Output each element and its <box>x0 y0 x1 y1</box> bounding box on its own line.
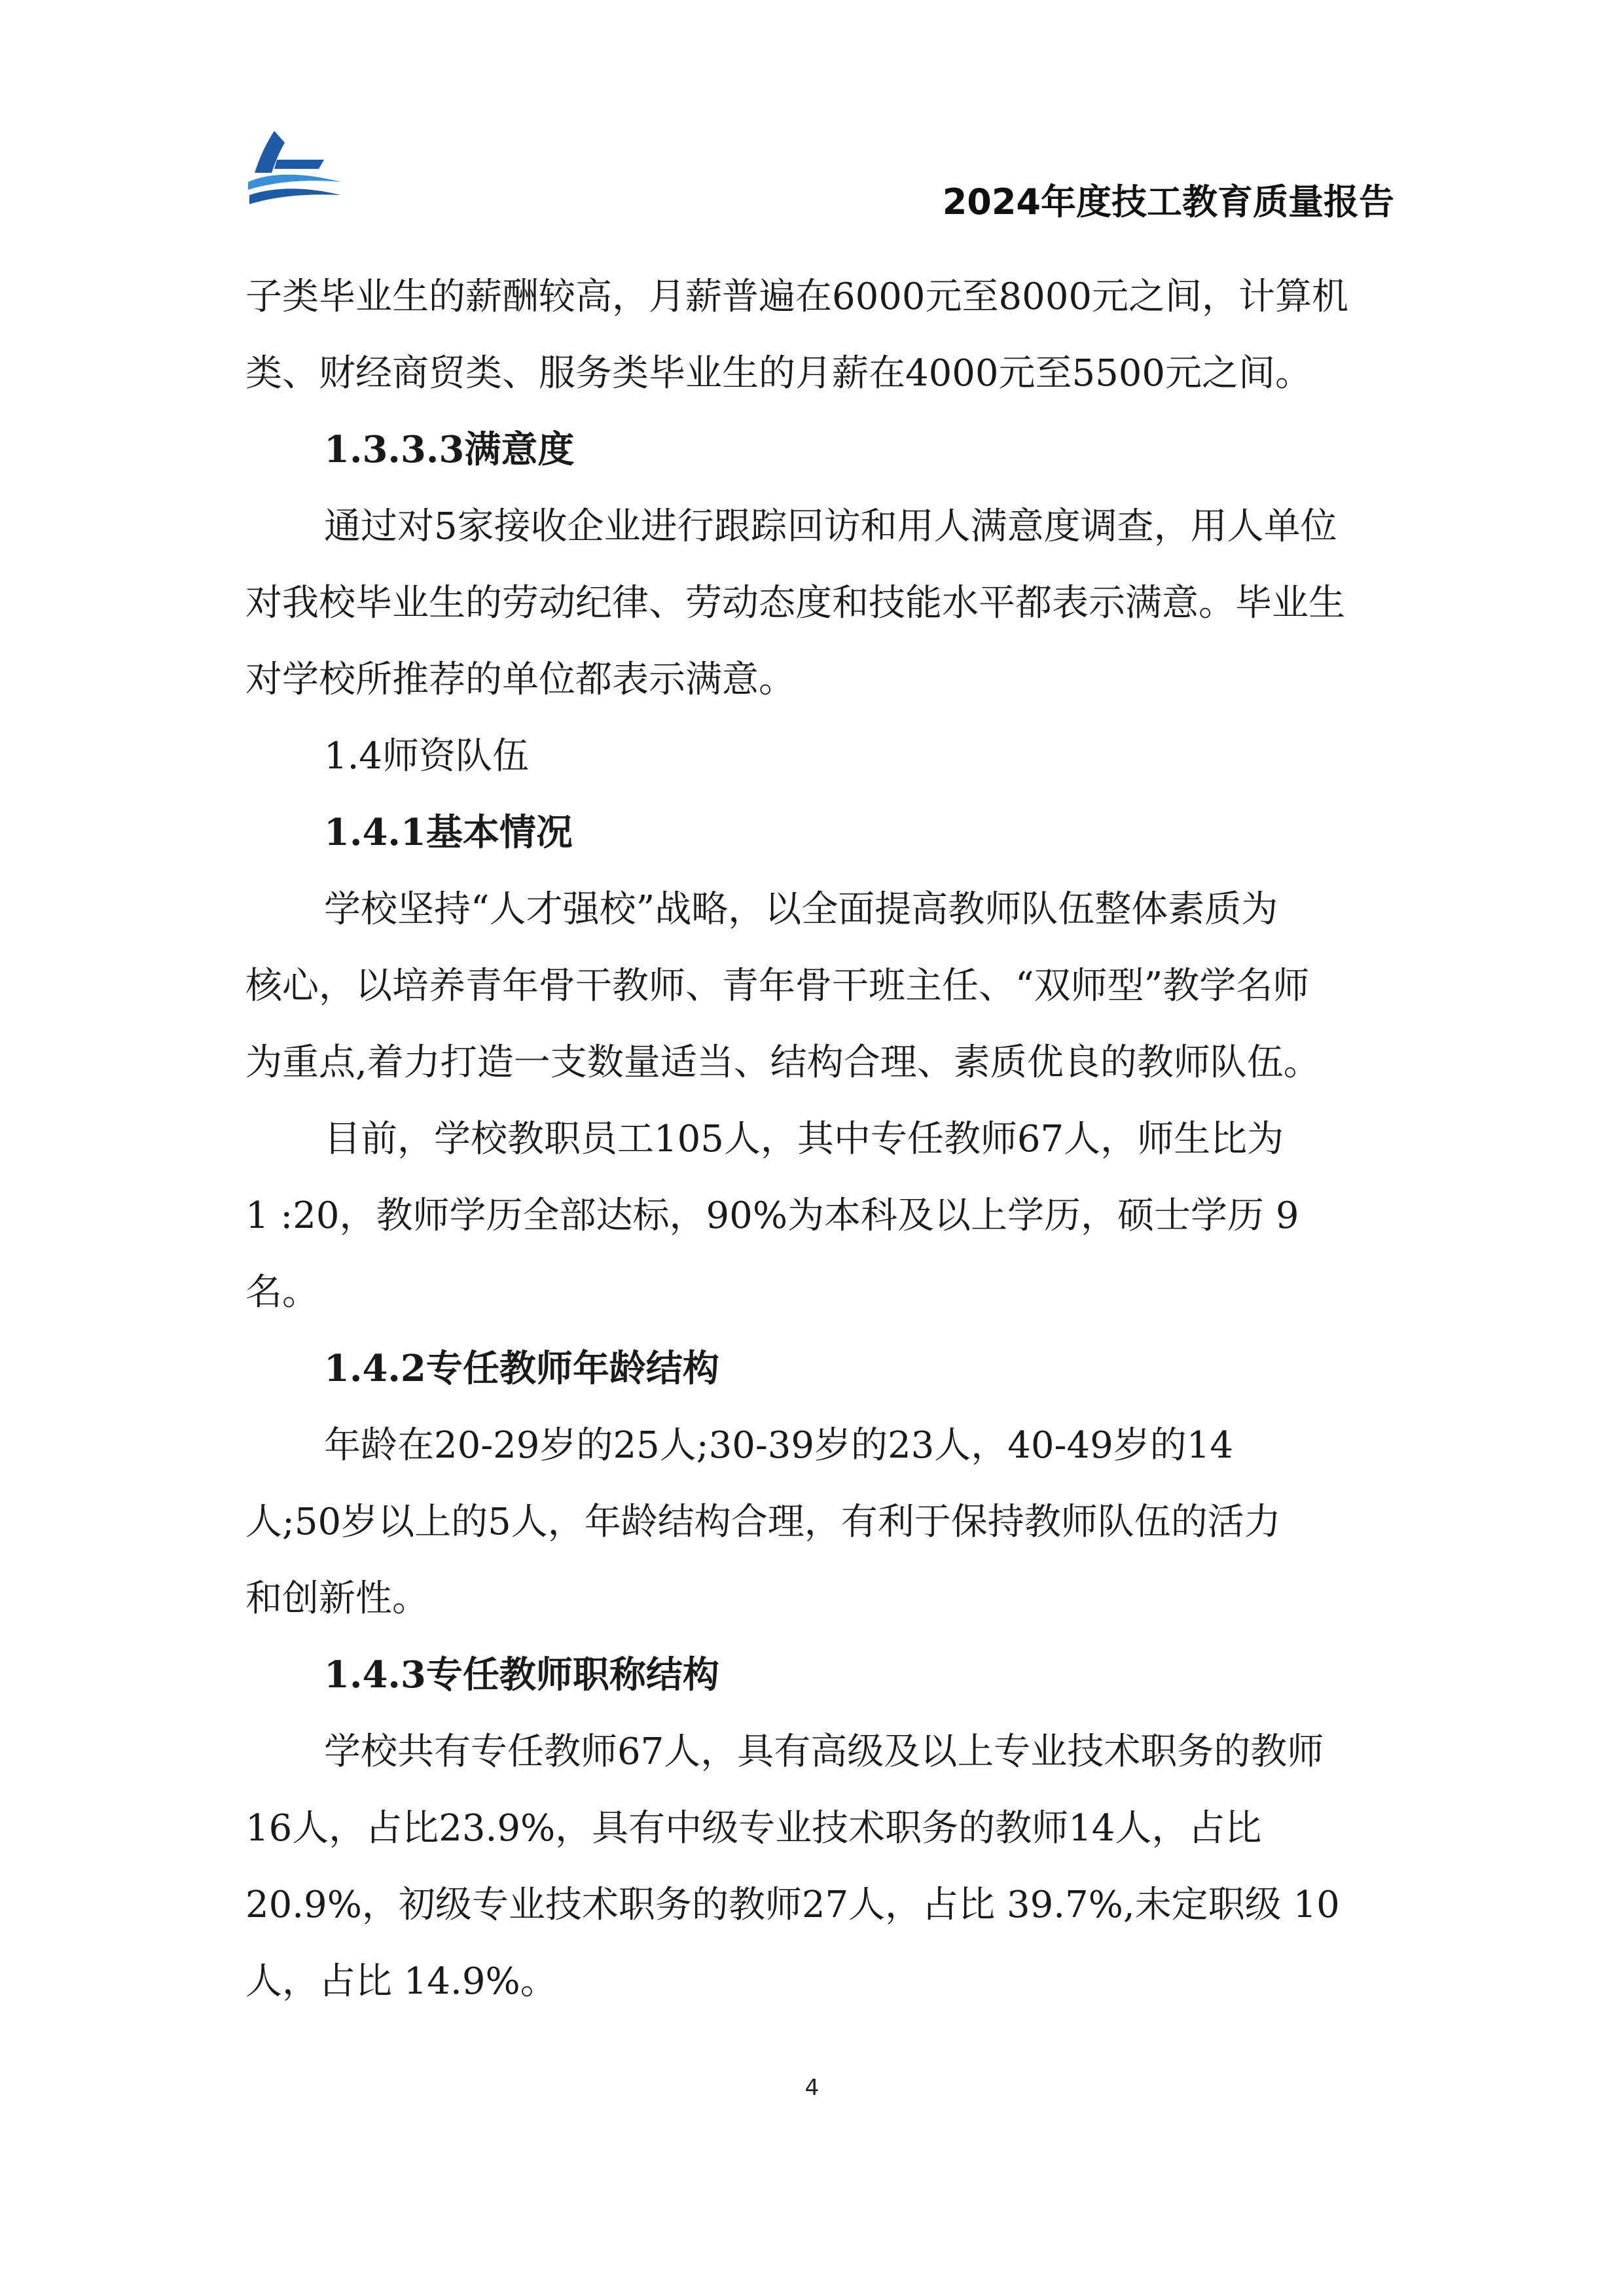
body-line: 目前，学校教职员工105人，其中专任教师67人，师生比为 <box>324 1118 1284 1160</box>
document-title: 2024年度技工教育质量报告 <box>942 181 1394 223</box>
school-logo <box>245 124 789 229</box>
section-heading: 1.3.3.3满意度 <box>324 428 575 471</box>
body-line: 学校共有专任教师67人，具有高级及以上专业技术职务的教师 <box>324 1731 1324 1773</box>
body-line: 和创新性。 <box>245 1577 429 1620</box>
body-line: 对学校所推荐的单位都表示满意。 <box>245 658 795 701</box>
body-line: 核心，以培养青年骨干教师、青年骨干班主任、“双师型”教学名师 <box>245 965 1310 1007</box>
body-line: 人，占比 14.9%。 <box>245 1960 557 2003</box>
body-line: 1 :20，教师学历全部达标，90%为本科及以上学历，硕士学历 9 <box>245 1194 1299 1237</box>
body-line: 对我校毕业生的劳动纪律、劳动态度和技能水平都表示满意。毕业生 <box>245 582 1345 624</box>
body-line: 年龄在20-29岁的25人;30-39岁的23人，40-49岁的14 <box>324 1424 1233 1467</box>
report-body <box>245 259 1388 2020</box>
body-line: 名。 <box>245 1271 319 1314</box>
body-line: 类、财经商贸类、服务类毕业生的月薪在4000元至5500元之间。 <box>245 352 1312 395</box>
section-heading: 1.4.2专任教师年龄结构 <box>324 1347 719 1390</box>
body-line: 20.9%，初级专业技术职务的教师27人，占比 39.7%,未定职级 10 <box>245 1884 1340 1926</box>
section-heading: 1.4师资队伍 <box>324 735 530 778</box>
body-line: 为重点,着力打造一支数量适当、结构合理、素质优良的教师队伍。 <box>245 1041 1320 1084</box>
page-number: 4 <box>804 2075 820 2101</box>
section-heading: 1.4.1基本情况 <box>324 811 573 854</box>
body-line: 子类毕业生的薪酬较高，月薪普遍在6000元至8000元之间，计算机 <box>245 276 1349 318</box>
body-line: 人;50岁以上的5人，年龄结构合理，有利于保持教师队伍的活力 <box>245 1501 1281 1543</box>
body-line: 16人，占比23.9%，具有中级专业技术职务的教师14人，占比 <box>245 1807 1262 1850</box>
wave-logo-icon <box>245 127 344 212</box>
body-line: 通过对5家接收企业进行跟踪回访和用人满意度调查，用人单位 <box>324 505 1337 548</box>
page-header <box>245 124 1394 229</box>
section-heading: 1.4.3专任教师职称结构 <box>324 1653 719 1696</box>
body-line: 学校坚持“人才强校”战略，以全面提高教师队伍整体素质为 <box>324 888 1278 931</box>
